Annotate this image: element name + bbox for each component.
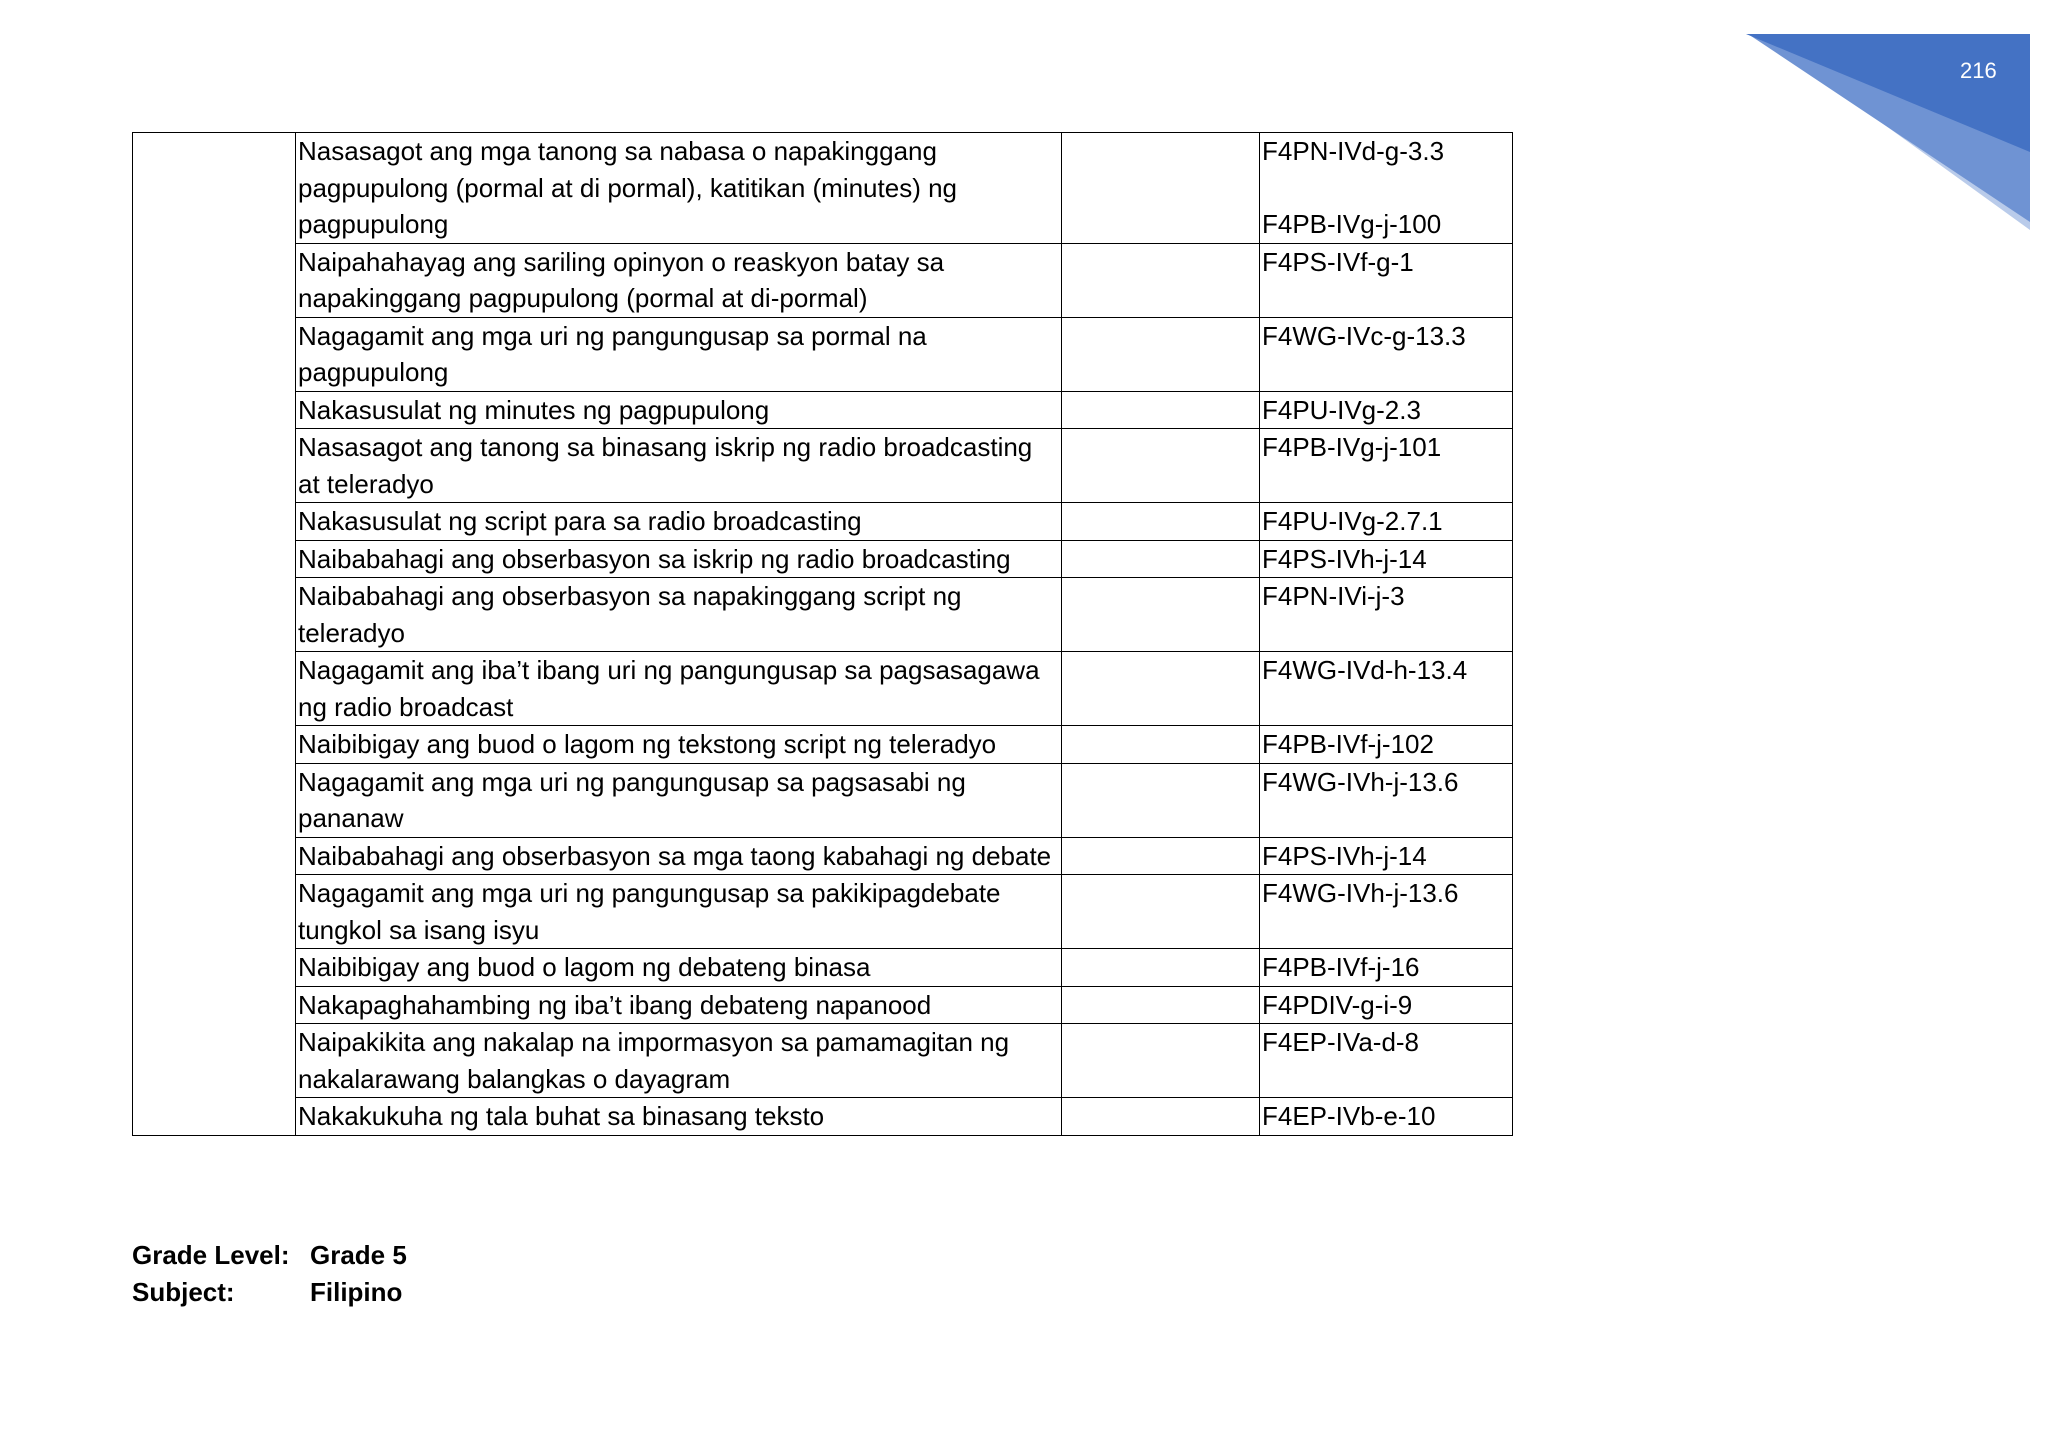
code-cell: F4PN-IVi-j-3 bbox=[1260, 578, 1513, 652]
grade-level-row bbox=[132, 1237, 407, 1274]
table-row bbox=[133, 1024, 1513, 1098]
table-row bbox=[133, 875, 1513, 949]
code-cell: F4PU-IVg-2.7.1 bbox=[1260, 503, 1513, 541]
code-cell: F4PS-IVh-j-14 bbox=[1260, 540, 1513, 578]
code-cell: F4PDIV-g-i-9 bbox=[1260, 986, 1513, 1024]
code-cell: F4PB-IVf-j-102 bbox=[1260, 726, 1513, 764]
code-cell: F4PS-IVh-j-14 bbox=[1260, 837, 1513, 875]
competency-cell: Nakasusulat ng minutes ng pagpupulong bbox=[296, 391, 1062, 429]
blank-cell bbox=[1062, 949, 1260, 987]
blank-cell bbox=[1062, 540, 1260, 578]
table-row bbox=[133, 578, 1513, 652]
competency-cell: Nakakukuha ng tala buhat sa binasang teksto bbox=[296, 1098, 1062, 1136]
code-cell: F4PB-IVf-j-16 bbox=[1260, 949, 1513, 987]
page-number: 216 bbox=[1960, 58, 1997, 83]
subject-row bbox=[132, 1274, 407, 1311]
competency-cell: Nakasusulat ng script para sa radio broadcasting bbox=[296, 503, 1062, 541]
competency-cell: Naipahahayag ang sariling opinyon o reaskyon batay sa napakinggang pagpupulong (pormal at di-pormal) bbox=[296, 243, 1062, 317]
competency-cell: Naibabahagi ang obserbasyon sa napakinggang script ng teleradyo bbox=[296, 578, 1062, 652]
blank-cell bbox=[1062, 578, 1260, 652]
blank-cell bbox=[1062, 837, 1260, 875]
table-row bbox=[133, 503, 1513, 541]
table-row bbox=[133, 317, 1513, 391]
competency-cell: Naibibigay ang buod o lagom ng tekstong script ng teleradyo bbox=[296, 726, 1062, 764]
code-cell: F4PU-IVg-2.3 bbox=[1260, 391, 1513, 429]
code-cell: F4WG-IVh-j-13.6 bbox=[1260, 875, 1513, 949]
code-cell: F4PN-IVd-g-3.3 F4PB-IVg-j-100 bbox=[1260, 133, 1513, 244]
code-cell: F4WG-IVc-g-13.3 bbox=[1260, 317, 1513, 391]
table-row bbox=[133, 1098, 1513, 1136]
blank-cell bbox=[1062, 986, 1260, 1024]
blank-cell bbox=[1062, 763, 1260, 837]
code-cell: F4EP-IVb-e-10 bbox=[1260, 1098, 1513, 1136]
blank-cell bbox=[1062, 503, 1260, 541]
competency-cell: Naibibigay ang buod o lagom ng debateng binasa bbox=[296, 949, 1062, 987]
code-cell: F4WG-IVd-h-13.4 bbox=[1260, 652, 1513, 726]
blank-cell bbox=[1062, 726, 1260, 764]
table-row bbox=[133, 949, 1513, 987]
competency-table-body bbox=[133, 133, 1513, 1136]
competency-cell: Naibabahagi ang obserbasyon sa mga taong kabahagi ng debate bbox=[296, 837, 1062, 875]
blank-cell bbox=[1062, 317, 1260, 391]
blank-cell bbox=[1062, 133, 1260, 244]
subject-label: Subject: bbox=[132, 1276, 235, 1307]
blank-cell bbox=[1062, 1024, 1260, 1098]
competency-cell: Nasasagot ang mga tanong sa nabasa o napakinggang pagpupulong (pormal at di pormal), katitikan (minutes) ng pagpupulong bbox=[296, 133, 1062, 244]
competency-cell: Nagagamit ang mga uri ng pangungusap sa pagsasabi ng pananaw bbox=[296, 763, 1062, 837]
competency-cell: Nagagamit ang iba’t ibang uri ng pangungusap sa pagsasagawa ng radio broadcast bbox=[296, 652, 1062, 726]
table-row bbox=[133, 837, 1513, 875]
table-row bbox=[133, 391, 1513, 429]
competency-cell: Nasasagot ang tanong sa binasang iskrip ng radio broadcasting at teleradyo bbox=[296, 429, 1062, 503]
table-row bbox=[133, 540, 1513, 578]
competency-cell: Naibabahagi ang obserbasyon sa iskrip ng radio broadcasting bbox=[296, 540, 1062, 578]
competency-cell: Nagagamit ang mga uri ng pangungusap sa pakikipagdebate tungkol sa isang isyu bbox=[296, 875, 1062, 949]
blank-cell bbox=[1062, 243, 1260, 317]
table-row bbox=[133, 243, 1513, 317]
blank-cell bbox=[1062, 875, 1260, 949]
table-row bbox=[133, 652, 1513, 726]
blank-cell bbox=[1062, 391, 1260, 429]
grade-level-label: Grade Level: bbox=[132, 1240, 290, 1270]
code-cell: F4EP-IVa-d-8 bbox=[1260, 1024, 1513, 1098]
table-row bbox=[133, 429, 1513, 503]
subject-value: Filipino bbox=[310, 1276, 403, 1307]
competency-cell: Nagagamit ang mga uri ng pangungusap sa pormal na pagpupulong bbox=[296, 317, 1062, 391]
table-row bbox=[133, 133, 1513, 244]
table-row bbox=[133, 726, 1513, 764]
grade-level-value: Grade 5 bbox=[310, 1240, 407, 1270]
table-row bbox=[133, 986, 1513, 1024]
grade-column-cell bbox=[133, 133, 296, 1136]
blank-cell bbox=[1062, 429, 1260, 503]
code-cell: F4PB-IVg-j-101 bbox=[1260, 429, 1513, 503]
competency-cell: Naipakikita ang nakalap na impormasyon sa pamamagitan ng nakalarawang balangkas o dayagram bbox=[296, 1024, 1062, 1098]
code-cell: F4WG-IVh-j-13.6 bbox=[1260, 763, 1513, 837]
blank-cell bbox=[1062, 1098, 1260, 1136]
table-row bbox=[133, 763, 1513, 837]
competency-table bbox=[132, 132, 1513, 1136]
document-meta bbox=[132, 1237, 407, 1310]
competency-cell: Nakapaghahambing ng iba’t ibang debateng napanood bbox=[296, 986, 1062, 1024]
blank-cell bbox=[1062, 652, 1260, 726]
code-cell: F4PS-IVf-g-1 bbox=[1260, 243, 1513, 317]
